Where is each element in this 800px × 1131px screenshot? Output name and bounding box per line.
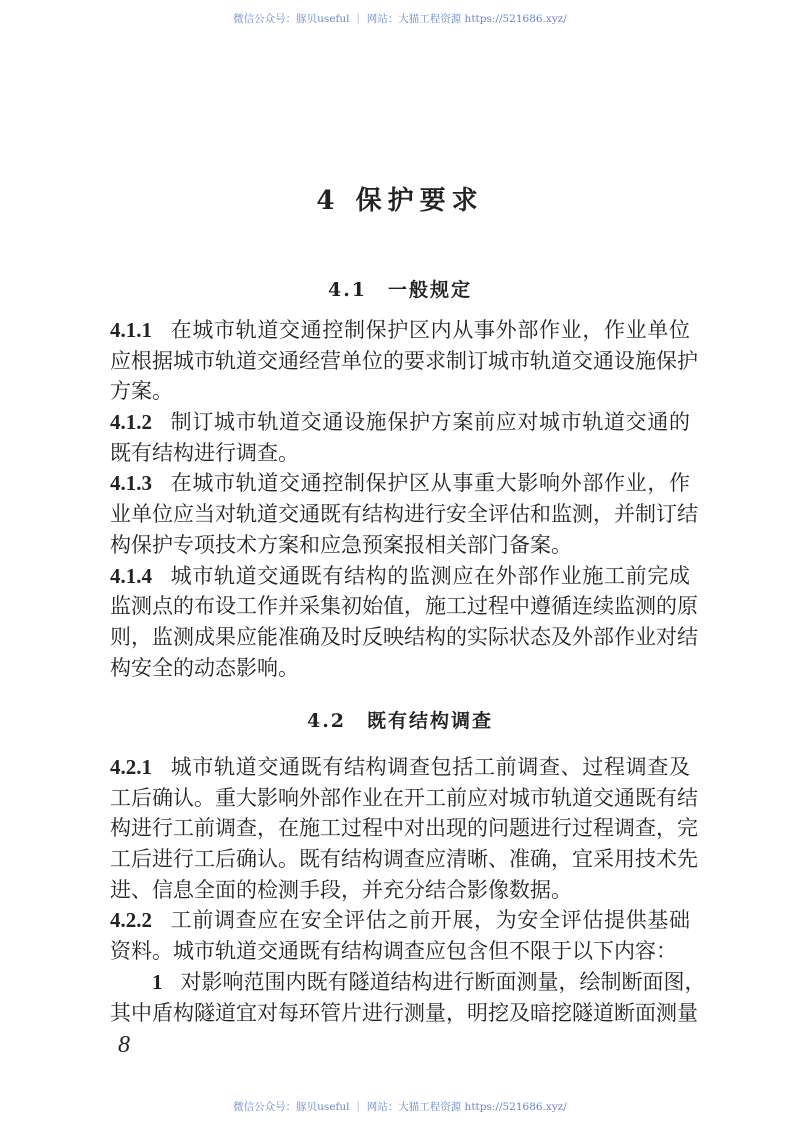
clause-number: 4.1.4 xyxy=(110,563,152,588)
page-number: 8 xyxy=(118,1032,130,1058)
clause-line xyxy=(110,346,698,377)
section-title: 4.1 一般规定 xyxy=(327,279,473,301)
clause-4-1-1 xyxy=(110,315,698,407)
clause-line xyxy=(110,499,698,530)
chapter-title: 4 保护要求 xyxy=(316,186,484,216)
watermark-bottom: 微信公众号：豚贝useful ｜ 网站：大猫工程资源 https://521686.xyz/ xyxy=(233,1101,567,1113)
clause-line xyxy=(110,998,698,1029)
clause-text: 资料。城市轨道交通既有结构调查应包含但不限于以下内容： xyxy=(110,939,677,964)
clause-4-2-1 xyxy=(110,752,698,905)
clause-text: 业单位应当对轨道交通既有结构进行安全评估和监测，并制订结 xyxy=(110,502,698,527)
clause-line xyxy=(110,813,698,844)
clause-text: 城市轨道交通既有结构的监测应在外部作业施工前完成 xyxy=(170,563,690,588)
clause-text: 监测点的布设工作并采集初始值，施工过程中遵循连续监测的原 xyxy=(110,594,698,619)
clause-number: 4.1.1 xyxy=(110,318,152,342)
clause-4-1-3 xyxy=(110,468,698,560)
clause-line xyxy=(110,936,690,967)
clause-text: 构保护专项技术方案和应急预案报相关部门备案。 xyxy=(110,532,572,557)
clause-number: 4.1.2 xyxy=(110,410,152,435)
watermark-top: 微信公众号：豚贝useful ｜ 网站：大猫工程资源 https://521686.xyz/ xyxy=(233,13,567,25)
clause-text: 工后确认。重大影响外部作业在开工前应对城市轨道交通既有结 xyxy=(110,785,698,810)
clause-line xyxy=(110,905,690,936)
clause-number: 4.2.2 xyxy=(110,908,152,933)
section-4-2-body xyxy=(110,752,706,1028)
clause-line xyxy=(110,653,690,684)
clause-line xyxy=(110,622,698,653)
clause-text: 则，监测成果应能准确及时反映结构的实际状态及外部作业对结 xyxy=(110,624,698,649)
clause-line xyxy=(110,844,698,875)
section-title: 4.2 既有结构调查 xyxy=(306,710,494,732)
clause-text: 应根据城市轨道交通经营单位的要求制订城市轨道交通设施保护 xyxy=(110,348,698,373)
clause-text: 在城市轨道交通控制保护区内从事外部作业，作业单位 xyxy=(170,318,690,342)
clause-line xyxy=(110,468,690,499)
section-4-1-body xyxy=(110,315,698,683)
clause-text: 方案。 xyxy=(110,379,173,404)
clause-4-2-2 xyxy=(110,905,690,966)
clause-text: 既有结构进行调查。 xyxy=(110,440,299,465)
clause-line xyxy=(110,752,690,783)
clause-number: 4.2.1 xyxy=(110,755,152,779)
clause-line xyxy=(110,438,690,469)
clause-line xyxy=(110,315,690,346)
clause-line xyxy=(110,407,690,438)
clause-line xyxy=(110,875,690,906)
clause-text: 工后进行工后确认。既有结构调查应清晰、准确，宜采用技术先 xyxy=(110,847,698,872)
clause-text: 在城市轨道交通控制保护区从事重大影响外部作业，作 xyxy=(170,471,690,496)
clause-text: 构安全的动态影响。 xyxy=(110,655,299,680)
clause-line xyxy=(110,967,706,998)
clause-4-1-4 xyxy=(110,561,698,684)
clause-1 xyxy=(110,967,706,1028)
clause-number: 4.1.3 xyxy=(110,471,152,496)
clause-text: 城市轨道交通既有结构调查包括工前调查、过程调查及 xyxy=(170,755,690,779)
clause-4-1-2 xyxy=(110,407,690,468)
clause-line xyxy=(110,376,690,407)
clause-text: 其中盾构隧道宜对每环管片进行测量，明挖及暗挖隧道断面测量 xyxy=(110,1000,698,1025)
clause-text: 进、信息全面的检测手段，并充分结合影像数据。 xyxy=(110,877,572,902)
clause-line xyxy=(110,530,690,561)
clause-line xyxy=(110,591,698,622)
clause-text: 对影响范围内既有隧道结构进行断面测量，绘制断面图， xyxy=(180,969,706,994)
clause-text: 构进行工前调查，在施工过程中对出现的问题进行过程调查，完 xyxy=(110,816,698,841)
clause-line xyxy=(110,783,698,814)
clause-text: 制订城市轨道交通设施保护方案前应对城市轨道交通的 xyxy=(170,410,690,435)
clause-number: 1 xyxy=(152,969,163,994)
clause-line xyxy=(110,561,690,592)
clause-text: 工前调查应在安全评估之前开展，为安全评估提供基础 xyxy=(170,908,690,933)
